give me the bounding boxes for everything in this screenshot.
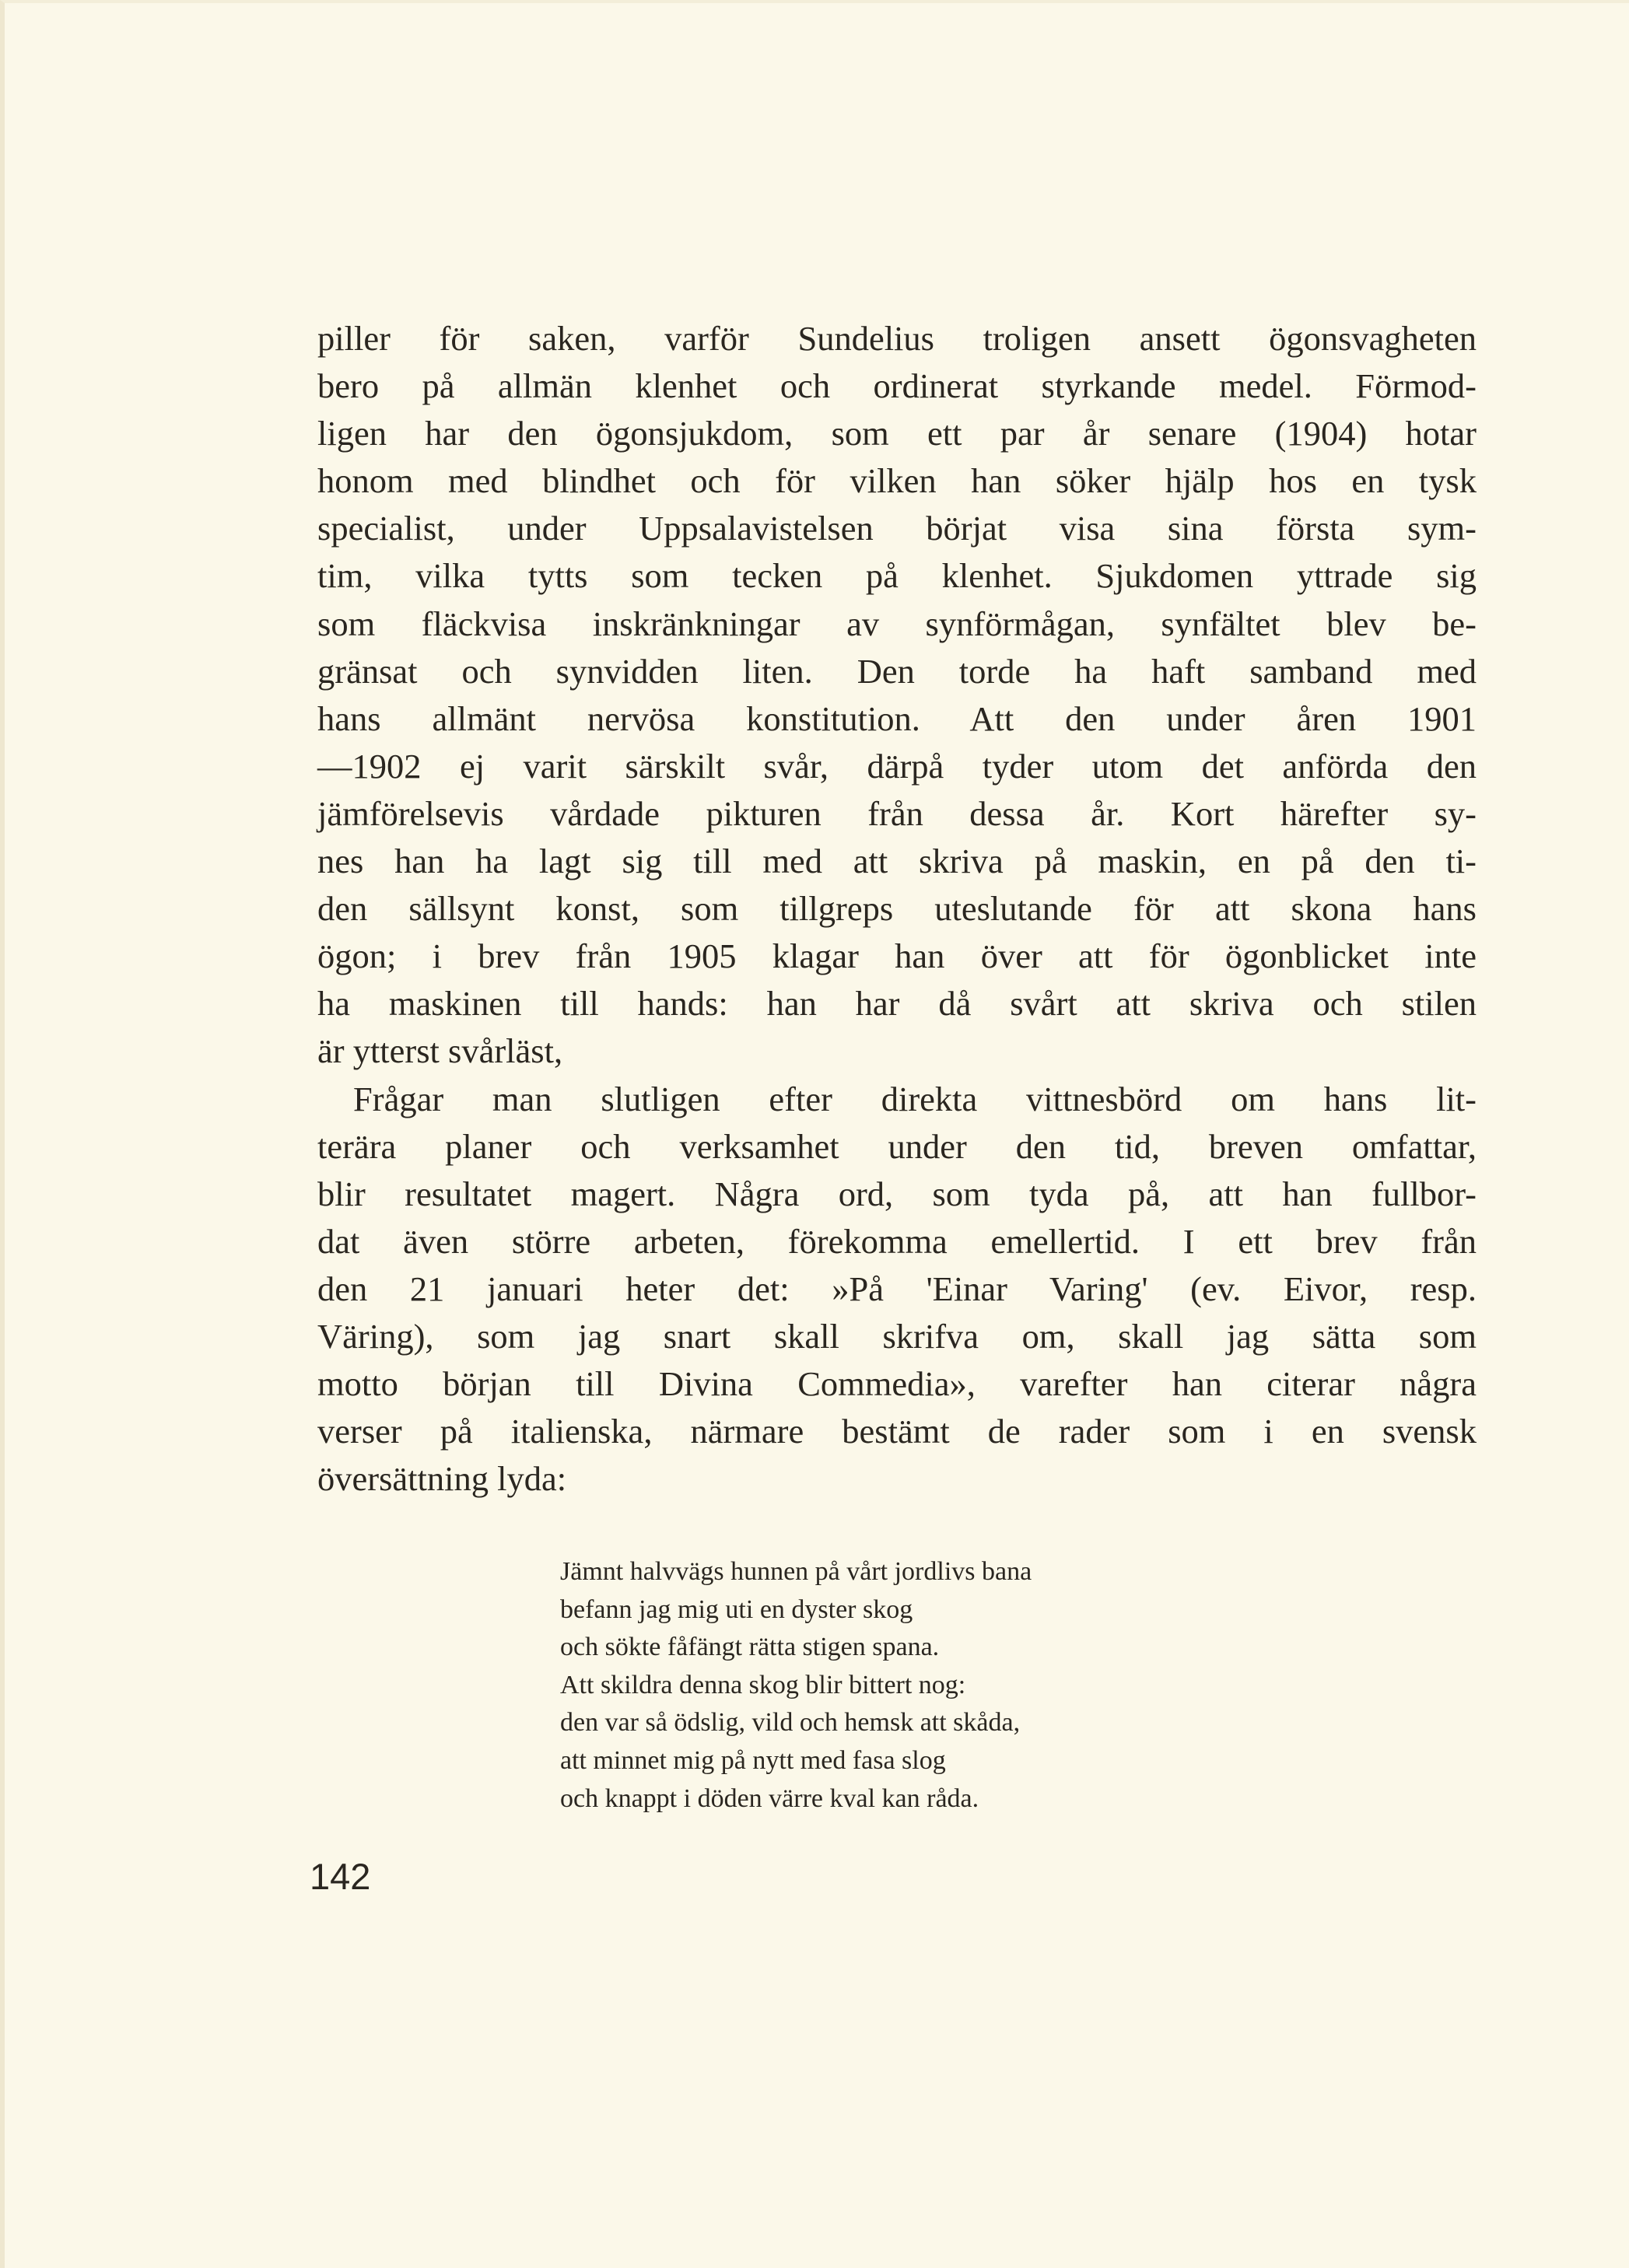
text-line: ögon; i brev från 1905 klagar han över att för ögonblicket inte bbox=[317, 936, 1477, 976]
body-text bbox=[317, 315, 1477, 1503]
text-line: tim, vilka tytts som tecken på klenhet. Sjukdomen yttrade sig bbox=[317, 556, 1477, 596]
text-line: honom med blindhet och för vilken han söker hjälp hos en tysk bbox=[317, 461, 1477, 501]
text-line: översättning lyda: bbox=[317, 1459, 567, 1499]
text-line: är ytterst svårläst, bbox=[317, 1031, 563, 1071]
text-line: som fläckvisa inskränkningar av synförmågan, synfältet blev be- bbox=[317, 604, 1477, 643]
text-line: —1902 ej varit särskilt svår, därpå tyder utom det anförda den bbox=[317, 746, 1477, 786]
verse-line: Jämnt halvvägs hunnen på vårt jordlivs bana bbox=[560, 1557, 1032, 1586]
text-line: terära planer och verksamhet under den tid, breven omfattar, bbox=[317, 1126, 1477, 1166]
verse-line: att minnet mig på nytt med fasa slog bbox=[560, 1745, 946, 1775]
text-line: nes han ha lagt sig till med att skriva på maskin, en på den ti- bbox=[317, 842, 1477, 881]
verse-quote bbox=[560, 1553, 1032, 1818]
text-line: piller för saken, varför Sundelius troligen ansett ögonsvagheten bbox=[317, 319, 1477, 358]
verse-line: och knappt i döden värre kval kan råda. bbox=[560, 1783, 979, 1813]
text-line: verser på italienska, närmare bestämt de rader som i en svensk bbox=[317, 1412, 1477, 1451]
text-line: den 21 januari heter det: »På 'Einar Varing' (ev. Eivor, resp. bbox=[317, 1269, 1477, 1308]
text-line: ha maskinen till hands: han har då svårt att skriva och stilen bbox=[317, 984, 1477, 1024]
text-line: dat även större arbeten, förekomma emellertid. I ett brev från bbox=[317, 1221, 1477, 1261]
paragraph-2 bbox=[317, 1076, 1477, 1503]
verse-line: och sökte fåfängt rätta stigen spana. bbox=[560, 1633, 940, 1662]
verse-line: Att skildra denna skog blir bittert nog: bbox=[560, 1670, 966, 1699]
text-line: Frågar man slutligen efter direkta vittnesbörd om hans lit- bbox=[353, 1079, 1477, 1118]
text-line: motto början till Divina Commedia», varefter han citerar några bbox=[317, 1364, 1477, 1404]
page-number: 142 bbox=[310, 1856, 371, 1897]
text-line: den sällsynt konst, som tillgreps uteslutande för att skona hans bbox=[317, 889, 1477, 929]
text-line: gränsat och synvidden liten. Den torde ha haft samband med bbox=[317, 651, 1477, 691]
text-line: specialist, under Uppsalavistelsen börjat visa sina första sym- bbox=[317, 509, 1477, 548]
text-line: blir resultatet magert. Några ord, som tyda på, att han fullbor- bbox=[317, 1174, 1477, 1213]
paragraph-1 bbox=[317, 315, 1477, 1076]
verse-line: befann jag mig uti en dyster skog bbox=[560, 1594, 913, 1624]
text-line: jämförelsevis vårdade pikturen från dessa år. Kort härefter sy- bbox=[317, 793, 1477, 833]
text-line: bero på allmän klenhet och ordinerat styrkande medel. Förmod- bbox=[317, 366, 1477, 406]
text-line: Väring), som jag snart skall skrifva om, skall jag sätta som bbox=[317, 1316, 1477, 1356]
text-line: ligen har den ögonsjukdom, som ett par år senare (1904) hotar bbox=[317, 414, 1477, 453]
verse-line: den var så ödslig, vild och hemsk att skåda, bbox=[560, 1708, 1021, 1738]
text-line: hans allmänt nervösa konstitution. Att den under åren 1901 bbox=[317, 698, 1477, 738]
